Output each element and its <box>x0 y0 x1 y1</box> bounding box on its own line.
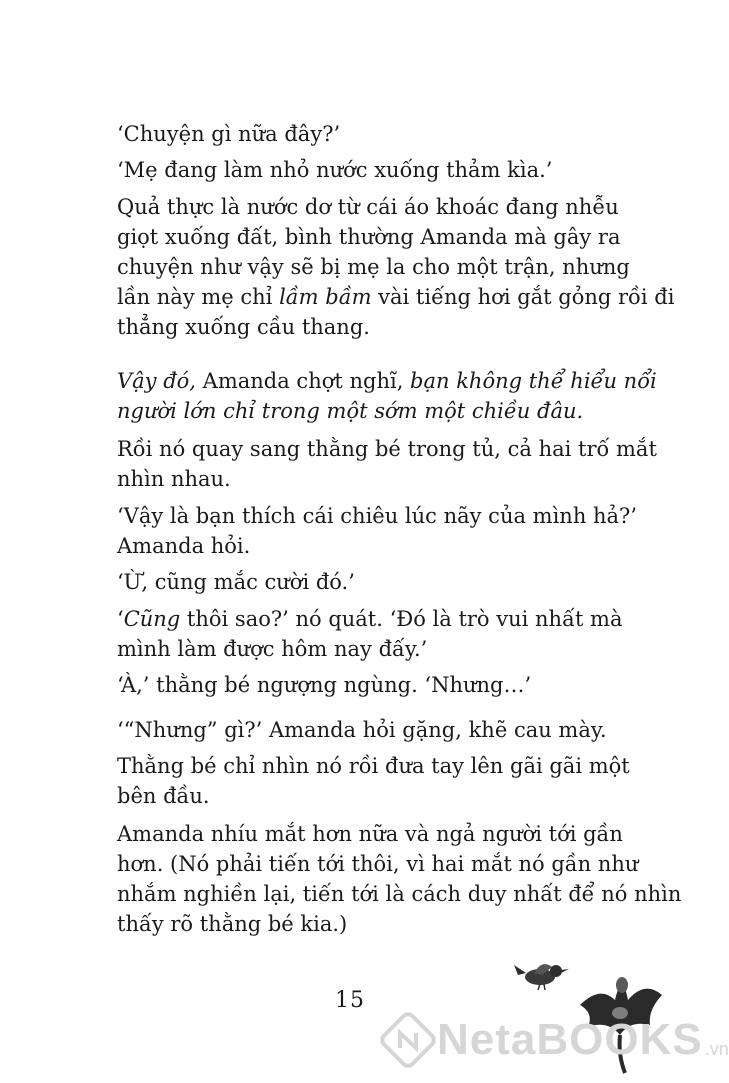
paragraph <box>117 366 657 426</box>
text-line: Thằng bé chỉ nhìn nó rồi đưa tay lên gãi gãi một <box>117 754 630 778</box>
paragraph <box>117 119 598 149</box>
text-line: Quả thực là nước dơ từ cái áo khoác đang nhễu <box>117 195 619 219</box>
text-line: Rồi nó quay sang thằng bé trong tủ, cả hai trố mắt <box>117 437 657 461</box>
text-line: bên đầu. <box>117 784 210 808</box>
bird-illustration <box>512 955 572 993</box>
paragraph <box>117 604 623 664</box>
neta-logo-icon <box>385 1017 431 1063</box>
text-line: ‘Vậy là bạn thích cái chiêu lúc nãy của mình hả?’ <box>117 504 637 528</box>
page-number: 15 <box>335 988 365 1013</box>
text-line: thẳng xuống cầu thang. <box>117 315 370 339</box>
paragraph <box>117 434 657 494</box>
text-line: nhắm nghiền lại, tiến tới là cách duy nhất để nó nhìn <box>117 882 682 906</box>
text-line: Vậy đó, Amanda chợt nghĩ, bạn không thể hiểu nổi <box>117 369 657 393</box>
paragraph <box>117 567 598 597</box>
paragraph <box>117 155 598 185</box>
text-line: giọt xuống đất, bình thường Amanda mà gây ra <box>117 225 621 249</box>
watermark-brand: NetaBOOKS <box>437 1015 703 1064</box>
paragraph <box>117 501 637 561</box>
paragraph <box>117 670 598 700</box>
text-line: người lớn chỉ trong một sớm một chiều đâu. <box>117 399 584 423</box>
paragraph <box>117 751 630 811</box>
text-line: ‘“Nhưng” gì?’ Amanda hỏi gặng, khẽ cau mày. <box>117 718 607 742</box>
watermark-suffix: .vn <box>704 1038 729 1059</box>
text-line: mình làm được hôm nay đấy.’ <box>117 637 428 661</box>
text-line: ‘À,’ thằng bé ngượng ngùng. ‘Nhưng…’ <box>117 673 532 697</box>
text-line: chuyện như vậy sẽ bị mẹ la cho một trận, nhưng <box>117 255 630 279</box>
text-line: ‘Mẹ đang làm nhỏ nước xuống thảm kìa.’ <box>117 158 553 182</box>
text-line: hơn. (Nó phải tiến tới thôi, vì hai mắt nó gần như <box>117 852 639 876</box>
text-line: ‘Ừ, cũng mắc cười đó.’ <box>117 570 355 594</box>
text-line: thấy rõ thằng bé kia.) <box>117 912 348 936</box>
text-line: Amanda hỏi. <box>117 534 251 558</box>
watermark <box>385 1010 729 1070</box>
text-line: nhìn nhau. <box>117 467 231 491</box>
paragraph <box>117 715 607 745</box>
text-line: Amanda nhíu mắt hơn nữa và ngả người tới gần <box>117 822 623 846</box>
paragraph <box>117 192 675 342</box>
text-line: ‘Chuyện gì nữa đây?’ <box>117 122 341 146</box>
paragraph <box>117 819 682 939</box>
text-line: ‘Cũng thôi sao?’ nó quát. ‘Đó là trò vui nhất mà <box>117 607 623 631</box>
text-line: lần này mẹ chỉ lầm bầm vài tiếng hơi gắt gỏng rồi đi <box>117 285 675 309</box>
